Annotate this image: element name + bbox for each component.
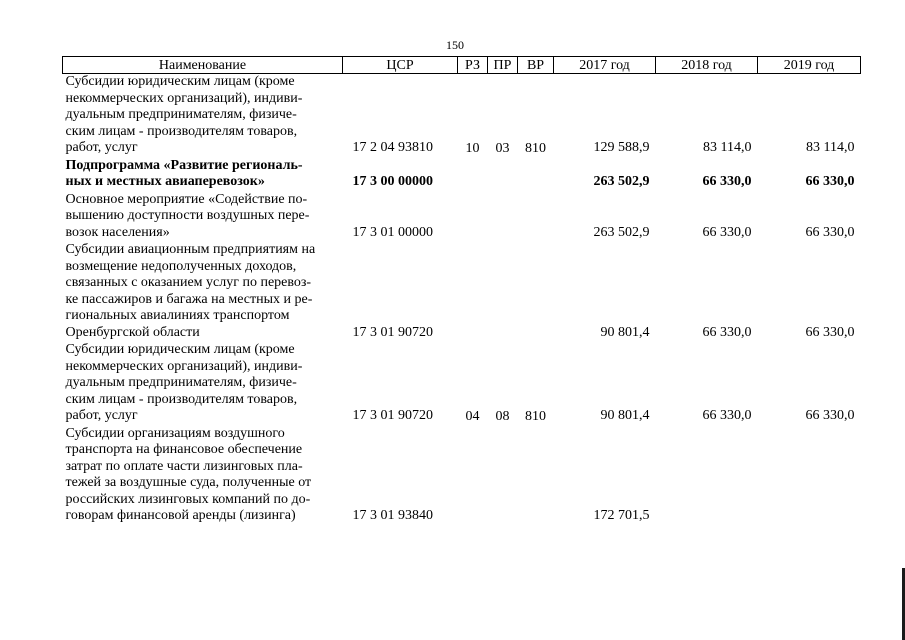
- cell-csr: 17 2 04 93810: [352, 140, 433, 155]
- name-line: Субсидии организациям воздушного: [65, 425, 285, 441]
- cell-pr: 03: [495, 141, 510, 156]
- header-rz: РЗ: [458, 57, 488, 74]
- name-line: возмещение недополученных доходов,: [65, 258, 297, 274]
- name-line: возок населения»: [65, 224, 170, 240]
- cell-2019: 83 114,0: [806, 140, 855, 155]
- name-line: Подпрограмма «Развитие региональ-: [65, 157, 303, 173]
- header-pr: ПР: [488, 57, 518, 74]
- name-line: работ, услуг: [65, 408, 138, 423]
- cell-vr: [518, 242, 554, 342]
- name-line: некоммерческих организаций), индиви-: [65, 90, 303, 106]
- cell-rz: [458, 242, 488, 342]
- table-row: [63, 242, 861, 342]
- cell-2019: 66 330,0: [805, 324, 855, 340]
- name-line: некоммерческих организаций), индиви-: [65, 358, 303, 374]
- table-row: [63, 342, 861, 426]
- cell-name: [63, 242, 343, 342]
- header-2018: 2018 год: [656, 57, 758, 74]
- cell-rz: 04: [465, 409, 480, 424]
- cell-pr: [488, 426, 518, 526]
- cell-rz: [458, 426, 488, 526]
- cell-vr: [518, 426, 554, 526]
- cell-2017: 90 801,4: [600, 408, 650, 423]
- cell-name: [63, 74, 343, 158]
- budget-table: [62, 56, 861, 526]
- name-line: ским лицам - производителям товаров,: [65, 391, 298, 407]
- cell-csr: 17 3 01 90720: [352, 324, 433, 340]
- name-line: российских лизинговых компаний по до-: [65, 491, 311, 507]
- name-line: Субсидии юридическим лицам (кроме: [65, 74, 295, 89]
- cell-2019: 66 330,0: [805, 174, 855, 189]
- cell-name: [63, 158, 343, 192]
- table-row: [63, 192, 861, 243]
- cell-csr: 17 3 00 00000: [352, 174, 433, 189]
- cell-2018: [656, 426, 758, 526]
- cell-vr: 810: [525, 141, 546, 156]
- cell-csr: 17 3 01 00000: [352, 224, 433, 240]
- name-line: Субсидии юридическим лицам (кроме: [65, 342, 295, 357]
- cell-2017: 90 801,4: [600, 324, 650, 340]
- table-header: [63, 57, 861, 74]
- cell-rz: [458, 158, 488, 192]
- name-line: ке пассажиров и багажа на местных и ре-: [65, 291, 313, 307]
- name-line: дуальным предпринимателям, физиче-: [65, 107, 297, 122]
- name-line: Субсидии авиационным предприятиям на: [65, 242, 316, 257]
- cell-csr: 17 3 01 93840: [352, 508, 433, 523]
- name-line: работ, услуг: [65, 140, 138, 155]
- name-line: дуальным предпринимателям, физиче-: [65, 375, 297, 390]
- cell-2017: 263 502,9: [593, 224, 650, 240]
- header-2017: 2017 год: [554, 57, 656, 74]
- cell-vr: [518, 158, 554, 192]
- cell-name: [63, 426, 343, 526]
- name-line: ных и местных авиаперевозок»: [65, 174, 265, 189]
- cell-pr: [488, 192, 518, 243]
- name-line: гиональных авиалиниях транспортом: [65, 308, 290, 323]
- header-2019: 2019 год: [758, 57, 861, 74]
- name-line: говорам финансовой аренды (лизинга): [65, 508, 296, 523]
- header-csr: ЦСР: [343, 57, 458, 74]
- name-line: транспорта на финансовое обеспечение: [65, 442, 303, 457]
- table-row: [63, 158, 861, 192]
- cell-2019: 66 330,0: [805, 224, 855, 240]
- cell-vr: 810: [525, 409, 546, 424]
- name-line: Основное мероприятие «Содействие по-: [65, 191, 308, 207]
- name-line: вышению доступности воздушных пере-: [65, 208, 310, 223]
- cell-rz: [458, 192, 488, 243]
- cell-2018: 66 330,0: [702, 408, 752, 423]
- header-name: Наименование: [63, 57, 343, 74]
- cell-2018: 83 114,0: [703, 140, 752, 155]
- cell-2018: 66 330,0: [702, 174, 752, 189]
- cell-2018: 66 330,0: [702, 324, 752, 340]
- cell-2019: 66 330,0: [805, 408, 855, 423]
- name-line: связанных с оказанием услуг по перевоз-: [65, 275, 312, 290]
- cell-pr: 08: [495, 409, 510, 424]
- cell-vr: [518, 192, 554, 243]
- cell-2017: 263 502,9: [593, 174, 650, 189]
- name-line: ским лицам - производителям товаров,: [65, 123, 298, 139]
- cell-2018: 66 330,0: [702, 224, 752, 240]
- cell-pr: [488, 158, 518, 192]
- cell-name: [63, 192, 343, 243]
- cell-rz: 10: [465, 141, 480, 156]
- cell-csr: 17 3 01 90720: [352, 408, 433, 423]
- name-line: затрат по оплате части лизинговых пла-: [65, 458, 303, 474]
- cell-2017: 129 588,9: [593, 140, 650, 155]
- page-number: 150: [446, 38, 464, 52]
- header-vr: ВР: [518, 57, 554, 74]
- cell-pr: [488, 242, 518, 342]
- name-line: Оренбургской области: [65, 324, 200, 340]
- table-body: [63, 74, 861, 526]
- table-row: [63, 426, 861, 526]
- cell-2017: 172 701,5: [593, 508, 650, 523]
- cell-name: [63, 342, 343, 426]
- table-row: [63, 74, 861, 158]
- cell-2019: [758, 426, 861, 526]
- name-line: тежей за воздушные суда, полученные от: [65, 475, 312, 490]
